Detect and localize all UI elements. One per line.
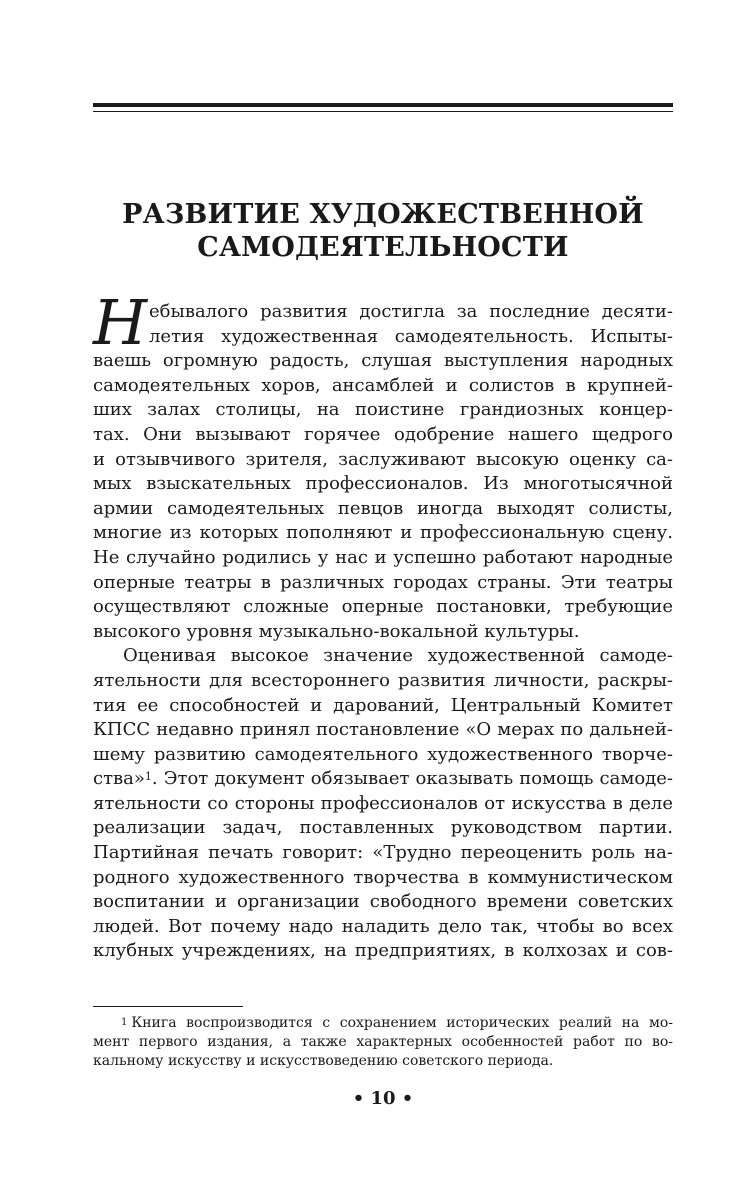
text-line: летия художественная самодеятельность. Испыты- <box>149 325 673 347</box>
text-line: самодеятельных хоров, ансамблей и солистов в крупней- <box>93 374 673 396</box>
text-line: ваешь огромную радость, слушая выступления народных <box>93 350 673 372</box>
text-line: клубных учреждениях, на предприятиях, в колхозах и сов- <box>93 940 673 962</box>
text-line: Партийная печать говорит: «Трудно переоценить роль на- <box>93 842 673 864</box>
text-line: ебывалого развития достигла за последние десяти- <box>149 301 673 322</box>
text-line: ятельности со стороны профессионалов от искусства в деле <box>93 792 673 814</box>
footnote-line: мент первого издания, а также характерных особенностей работ по во- <box>93 1034 673 1050</box>
text-line: многие из которых пополняют и профессиональную сцену. <box>93 522 673 544</box>
text-line: Не случайно родились у нас и успешно работают народные <box>93 546 673 568</box>
footnote-reference[interactable]: 1 <box>144 770 152 784</box>
text-segment: . Этот документ обязывает оказывать помощь самоде- <box>151 768 673 790</box>
footnote-text: Книга воспроизводится с сохранением исторических реалий на мо- <box>131 1015 673 1031</box>
footnote-line <box>93 1014 673 1033</box>
text-line: ших залах столицы, на поистине грандиозных концер- <box>93 399 673 421</box>
text-line: и отзывчивого зрителя, заслуживают высокую оценку са- <box>93 448 673 470</box>
drop-cap: Н <box>93 286 148 359</box>
paragraph-2 <box>93 644 673 964</box>
chapter-title <box>93 198 673 264</box>
text-line: людей. Вот почему надо наладить дело так, чтобы во всех <box>93 915 673 937</box>
paragraph-1 <box>93 300 673 644</box>
text-line: высокого уровня музыкально-вокальной культуры. <box>93 620 580 642</box>
text-line: мых взыскательных профессионалов. Из многотысячной <box>93 473 673 495</box>
body-text <box>93 300 673 964</box>
header-rule-thick <box>93 103 673 107</box>
header-rule-thin <box>93 111 673 112</box>
text-line: армии самодеятельных певцов иногда выходят солисты, <box>93 497 673 519</box>
text-line: тия ее способностей и дарований, Центральный Комитет <box>93 694 673 716</box>
text-line: осуществляют сложные оперные постановки, требующие <box>93 596 673 618</box>
text-line: реализации задач, поставленных руководством партии. <box>93 817 673 839</box>
text-line: родного художественного творчества в коммунистическом <box>93 866 673 888</box>
text-line: КПСС недавно принял постановление «О мерах по дальней- <box>93 719 673 741</box>
text-segment: ства» <box>93 768 145 790</box>
text-line: тах. Они вызывают горячее одобрение нашего щедрого <box>93 423 673 445</box>
footnote-line: кальному искусству и искусствоведению советского периода. <box>93 1053 554 1069</box>
text-line-with-footnote <box>93 767 673 792</box>
chapter-title-line-1: РАЗВИТИЕ ХУДОЖЕСТВЕННОЙ <box>122 199 644 230</box>
chapter-title-line-2: САМОДЕЯТЕЛЬНОСТИ <box>197 232 569 263</box>
text-line: оперные театры в различных городах страны. Эти театры <box>93 571 673 593</box>
page-number: • 10 • <box>352 1088 414 1109</box>
text-line: ятельности для всестороннего развития личности, раскры- <box>93 669 673 691</box>
text-line: шему развитию самодеятельного художественного творче- <box>93 743 673 765</box>
text-line: воспитании и организации свободного времени советских <box>93 891 673 913</box>
text-line: Оценивая высокое значение художественной самоде- <box>123 645 673 667</box>
footnote <box>93 1014 673 1071</box>
footnote-marker: 1 <box>121 1017 128 1028</box>
footnote-separator <box>93 1006 243 1007</box>
